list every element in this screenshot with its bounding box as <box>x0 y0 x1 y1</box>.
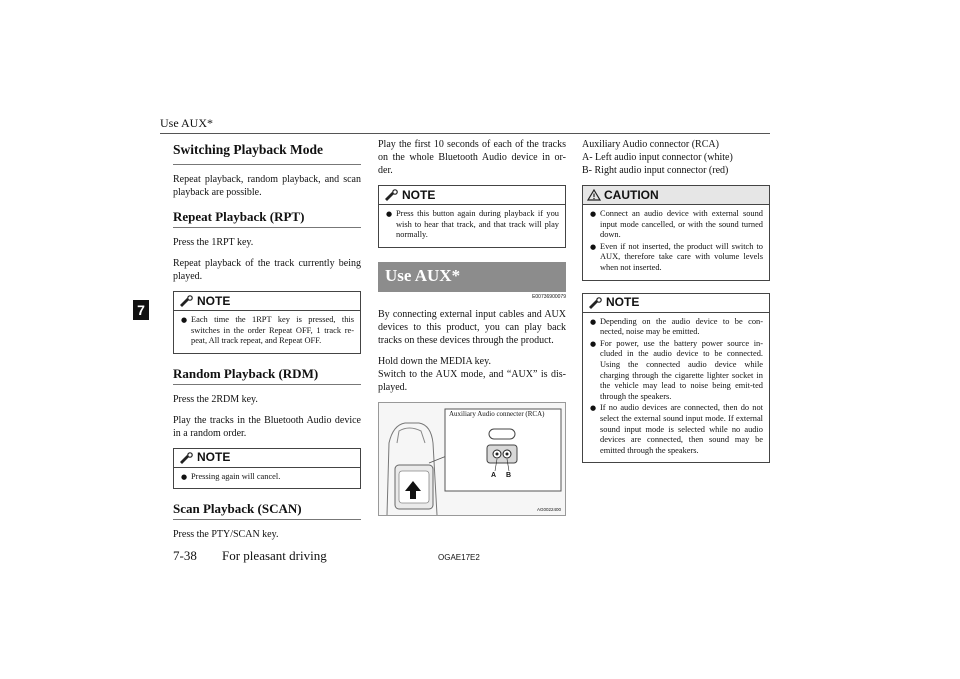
warning-icon <box>587 189 601 201</box>
column-2 <box>378 138 566 516</box>
note-box <box>378 185 566 248</box>
rpt-heading: Repeat Playback (RPT) <box>173 209 361 228</box>
caution-label: CAUTION <box>604 187 659 202</box>
label-a: A <box>491 471 497 479</box>
note-label: NOTE <box>606 295 640 310</box>
console-illustration <box>379 403 565 515</box>
note-header <box>174 292 360 311</box>
running-header: Use AUX* <box>160 116 213 130</box>
caution-item: ● Connect an audio device with external sound input mode cancelled, or with the sound turned down. <box>590 209 763 240</box>
rpt-step: Press the 1RPT key. <box>173 237 254 248</box>
aux-connector-figure <box>378 402 566 516</box>
note-icon <box>178 295 194 307</box>
caution-header <box>583 186 769 205</box>
note-icon <box>587 297 603 309</box>
note-box <box>173 448 361 490</box>
note-header <box>379 186 565 205</box>
note-item: ● For power, use the battery power source in-cluded in the audio device to be connected. Using the connected audio device while charging through the cigarette lighter socket in the vehicle may lead to noise being emit-ted through the speakers. <box>590 338 763 401</box>
connector-line-3: B- Right audio input connector (red) <box>582 165 729 176</box>
doc-id: OGAE17E2 <box>438 553 480 562</box>
scan-heading: Scan Playback (SCAN) <box>173 501 361 520</box>
note-icon <box>383 189 399 201</box>
aux-section-banner: Use AUX* <box>378 262 566 292</box>
note-item: ● Each time the 1RPT key is pressed, this switches in the order Repeat OFF, 1 track re-peat, All track repeat, and Repeat OFF. <box>181 315 354 346</box>
chapter-tab: 7 <box>133 300 149 320</box>
aux-step-1: Hold down the MEDIA key. <box>378 355 491 367</box>
note-icon <box>178 452 194 464</box>
rdm-desc: Play the tracks in the Bluetooth Audio device in a random order. <box>173 414 361 439</box>
note-header <box>174 449 360 468</box>
figure-caption: Auxiliary Audio connecter (RCA) <box>449 409 545 418</box>
note-item: ● Pressing again will cancel. <box>181 471 281 481</box>
note-header <box>583 294 769 313</box>
note-item: ● Press this button again during playback if you wish to hear that track, and that track will play normally. <box>386 209 559 240</box>
rpt-desc: Repeat playback of the track currently being played. <box>173 258 361 282</box>
note-label: NOTE <box>197 450 231 465</box>
intro-text: Repeat playback, random playback, and scan playback are possible. <box>173 174 361 198</box>
page-number: 7-38 <box>173 548 197 563</box>
note-box <box>582 293 770 464</box>
rdm-step: Press the 2RDM key. <box>173 393 258 405</box>
doc-code: E00736900079 <box>532 293 566 300</box>
section-title: Switching Playback Mode <box>173 138 361 165</box>
label-b: B <box>506 471 512 479</box>
connector-line-1: Auxiliary Audio connector (RCA) <box>582 139 719 150</box>
note-box <box>173 291 361 354</box>
note-label: NOTE <box>197 293 231 308</box>
caution-box <box>582 185 770 281</box>
rdm-heading: Random Playback (RDM) <box>173 366 361 385</box>
connector-line-2: A- Left audio input connector (white) <box>582 152 733 163</box>
aux-step-2: Switch to the AUX mode, and “AUX” is dis-played. <box>378 368 566 393</box>
figure-code: AG0022400 <box>536 506 561 512</box>
column-3 <box>582 138 770 475</box>
note-label: NOTE <box>402 187 436 202</box>
header-rule <box>160 133 770 134</box>
scan-step: Press the PTY/SCAN key. <box>173 529 279 541</box>
note-item: ● Depending on the audio device to be con-nected, noise may be emitted. <box>590 316 763 337</box>
aux-desc: By connecting external input cables and AUX devices to this product, you can play back tracks on these devices through the product. <box>378 308 566 346</box>
caution-item: ● Even if not inserted, the product will switch to AUX, therefore take care with volume levels when not inserted. <box>590 241 763 272</box>
section-name: For pleasant driving <box>222 548 327 563</box>
column-1 <box>173 138 361 549</box>
scan-desc: Play the first 10 seconds of each of the tracks on the whole Bluetooth Audio device in or-der. <box>378 139 566 176</box>
note-item: ● If no audio devices are connected, then do not select the external sound input mode. If external sound input mode is selected while no audio devices are connected, then sound may be emitted through the speakers. <box>590 403 763 455</box>
